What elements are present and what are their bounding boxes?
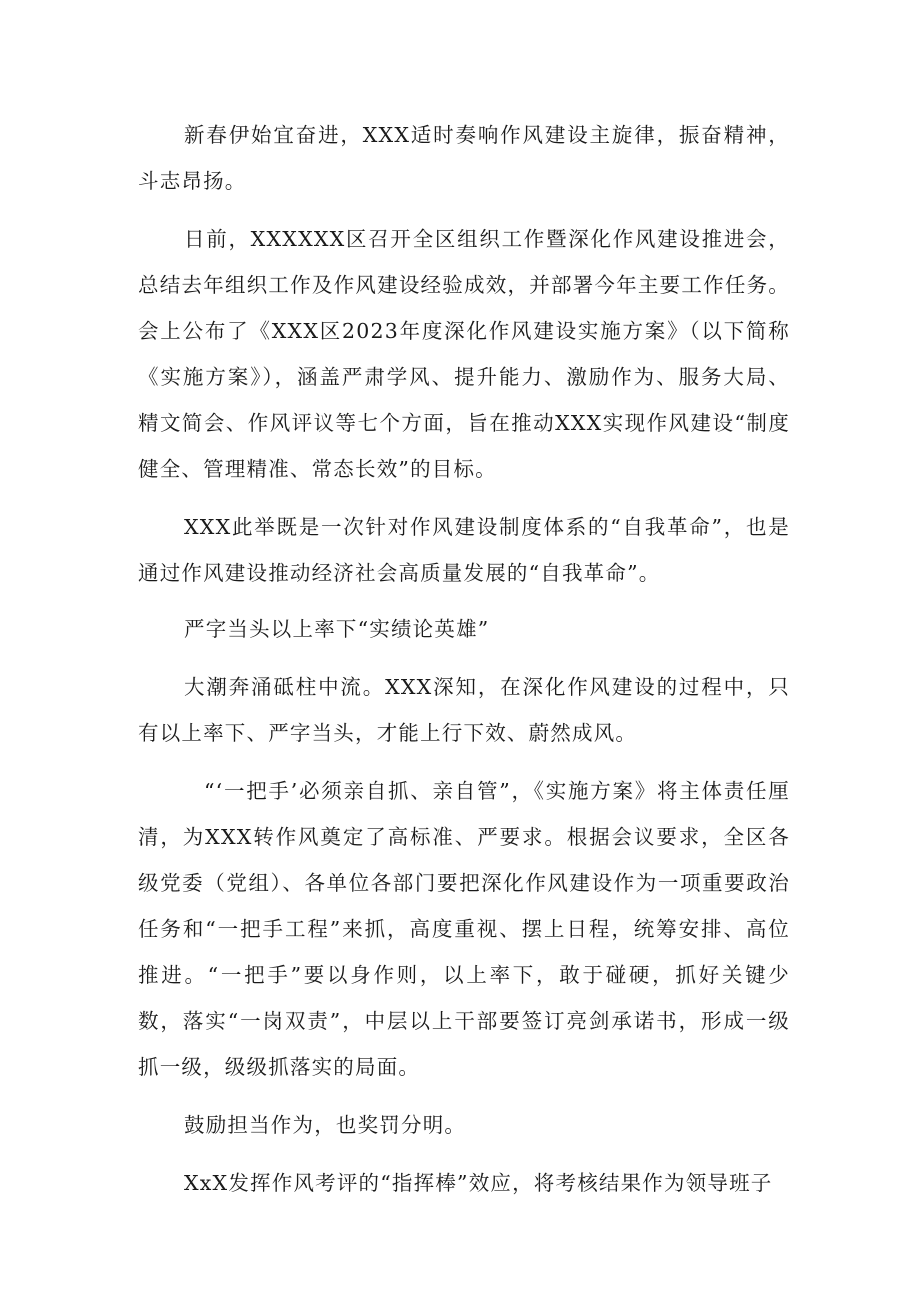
paragraph-self-revolution: XXX此举既是一次针对作风建设制度体系的“自我革命”，也是通过作风建设推动经济社会高质量发展的“自我革命”。 [138, 515, 790, 585]
paragraph-encourage: 鼓励担当作为，也奖罚分明。 [184, 1113, 467, 1137]
paragraph-meeting: 日前，XXXXXX区召开全区组织工作暨深化作风建设推进会，总结去年组织工作及作风建设经验成效，并部署今年主要工作任务。会上公布了《XXX区2023年度深化作风建设实施方案》（以下简称《实施方案》），涵盖严肃学风、提升能力、激励作为、服务大局、精文简会、作风评议等七个方面，旨在推动XXX实现作风建设“制度健全、管理精准、常态长效”的目标。 [138, 227, 790, 481]
paragraph-intro: 新春伊始宜奋进，XXX适时奏响作风建设主旋律，振奋精神，斗志昂扬。 [138, 123, 790, 193]
paragraph-leadership: 大潮奔涌砥柱中流。XXX深知，在深化作风建设的过程中，只有以上率下、严字当头，才能上行下效、蔚然成风。 [138, 675, 790, 745]
paragraph-evaluation: XxX发挥作风考评的“指挥棒”效应，将考核结果作为领导班子 [184, 1171, 773, 1195]
paragraph-responsibility: “‘一把手’必须亲自抓、亲自管”，《实施方案》将主体责任厘清，为XXX转作风奠定了高标准、严要求。根据会议要求，全区各级党委（党组）、各单位各部门要把深化作风建设作为一项重要政治任务和“一把手工程”来抓，高度重视、摆上日程，统筹安排、高位推进。“一把手”要以身作则，以上率下，敢于碰硬，抓好关键少数，落实“一岗双责”，中层以上干部要签订亮剑承诺书，形成一级抓一级，级级抓落实的局面。 [138, 779, 790, 1079]
document-body [138, 112, 790, 1206]
section-heading: 严字当头以上率下“实绩论英雄” [184, 617, 490, 641]
